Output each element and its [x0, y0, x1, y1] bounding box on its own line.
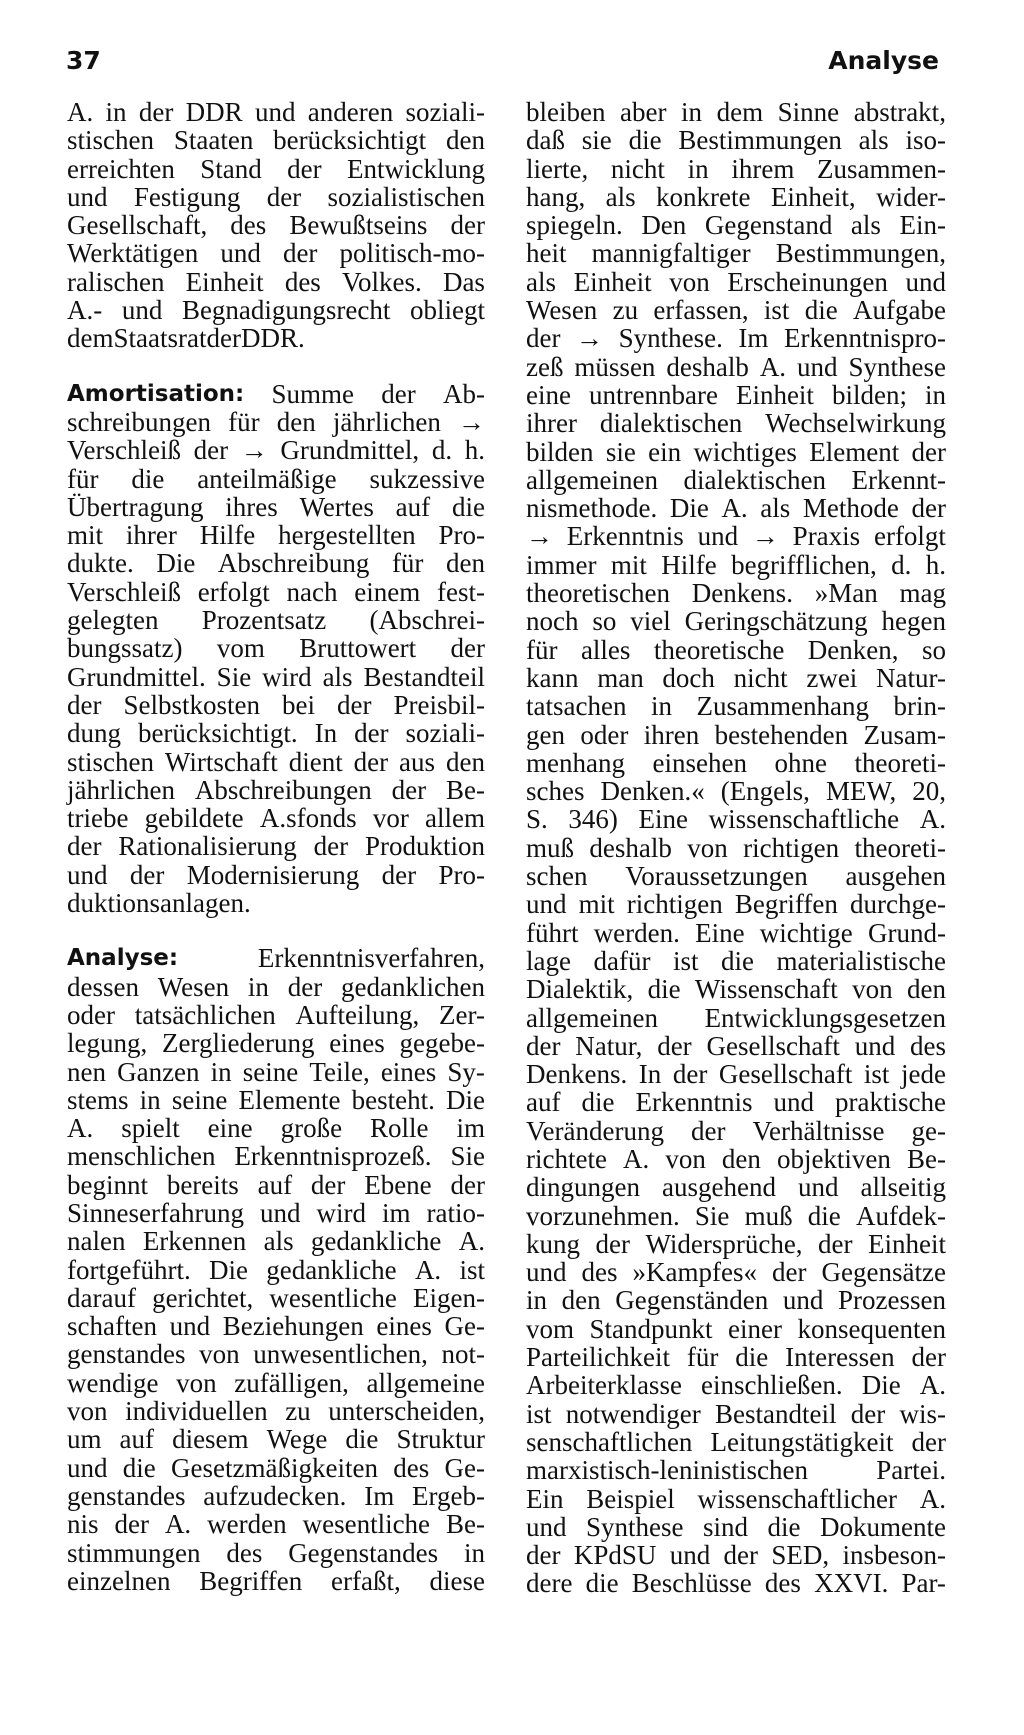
text-line: Übertragung ihres Wertes auf die [67, 491, 485, 522]
text-line: jährlichen Abschreibungen der Be- [67, 774, 485, 805]
text-line: nis der A. werden wesentliche Be- [67, 1509, 485, 1540]
text-line: von individuellen zu unterscheiden, [67, 1396, 485, 1427]
text-line: der Natur, der Gesellschaft und des [526, 1030, 946, 1061]
text-line: tatsachen in Zusammenhang brin- [526, 691, 946, 722]
text-line: dem Staatsrat der DDR. [67, 323, 305, 354]
text-line: einzelnen Begriffen erfaßt, diese [67, 1565, 485, 1596]
text-line: schen Voraussetzungen ausgehen [526, 861, 946, 892]
text-line: führt werden. Eine wichtige Grund- [526, 917, 946, 948]
text-line: fortgeführt. Die gedankliche A. ist [67, 1254, 485, 1285]
text-line: allgemeinen Entwicklungsgesetzen [526, 1002, 946, 1033]
text-line: der → Synthese. Im Erkenntnispro- [526, 323, 946, 354]
text-line: noch so viel Geringschätzung hegen [526, 606, 946, 637]
text-line: A. spielt eine große Rolle im [67, 1113, 485, 1144]
text-line: dingungen ausgehend und allseitig [526, 1172, 946, 1203]
text-line: immer mit Hilfe begrifflichen, d. h. [526, 549, 946, 580]
text-line: gen oder ihren bestehenden Zusam- [526, 719, 946, 750]
text-line: lage dafür ist die materialistische [526, 945, 946, 976]
text-line: Arbeiterklasse einschließen. Die A. [526, 1370, 946, 1401]
text-line: triebe gebildete A.sfonds vor allem [67, 803, 485, 834]
text-line: genstandes aufzudecken. Im Ergeb- [67, 1480, 485, 1511]
text-line: beginnt bereits auf der Ebene der [67, 1169, 485, 1200]
text-line: schaften und Beziehungen eines Ge- [67, 1311, 485, 1342]
text-line: menschlichen Erkenntnisprozeß. Sie [67, 1141, 485, 1172]
text-line: theoretischen Denkens. »Man mag [526, 578, 946, 609]
text-line: und des »Kampfes« der Gegensätze [526, 1257, 946, 1288]
text-line: Dialektik, die Wissenschaft von den [526, 974, 946, 1005]
text-line: dukte. Die Abschreibung für den [67, 548, 485, 579]
text-line: Parteilichkeit für die Interessen der [526, 1342, 946, 1373]
text-line: ist notwendiger Bestandteil der wis- [526, 1398, 946, 1429]
text-line: gelegten Prozentsatz (Abschrei- [67, 605, 485, 636]
text-line: hang, als konkrete Einheit, wider- [526, 181, 946, 212]
paragraph-gap [67, 353, 485, 380]
text-line: darauf gerichtet, wesentliche Eigen- [67, 1282, 485, 1313]
text-line: Verschleiß der → Grundmittel, d. h. [67, 435, 485, 466]
text-line: Werktätigen und der politisch-mo- [67, 238, 485, 269]
text-line: nismethode. Die A. als Methode der [526, 493, 946, 524]
text-line: spiegeln. Den Gegenstand als Ein- [526, 210, 946, 241]
text-line: heit mannigfaltiger Bestimmungen, [526, 238, 946, 269]
page-number: 37 [66, 46, 101, 75]
text-line: bungssatz) vom Bruttowert der [67, 633, 485, 664]
text-line: in den Gegenständen und Prozessen [526, 1285, 946, 1316]
text-line: der Rationalisierung der Produktion [67, 831, 485, 862]
text-line: als Einheit von Erscheinungen und [526, 266, 946, 297]
text-line: Denkens. In der Gesellschaft ist jede [526, 1059, 946, 1090]
right-column [526, 98, 946, 1598]
text-line: allgemeinen dialektischen Erkennt- [526, 464, 946, 495]
text-line: Amortisation: Summe der Ab- [67, 378, 485, 409]
text-line: der KPdSU und der SED, insbeson- [526, 1540, 946, 1571]
text-line: → Erkenntnis und → Praxis erfolgt [526, 521, 946, 552]
text-line: stems in seine Elemente besteht. Die [67, 1084, 485, 1115]
text-line: Wesen zu erfassen, ist die Aufgabe [526, 295, 946, 326]
text-line: nalen Erkennen als gedankliche A. [67, 1226, 485, 1257]
text-line: senschaftlichen Leitungstätigkeit der [526, 1426, 946, 1457]
text-line: schreibungen für den jährlichen → [67, 406, 485, 437]
text-line: erreichten Stand der Entwicklung [67, 153, 485, 184]
text-line: A.- und Begnadigungsrecht obliegt [67, 295, 485, 326]
text-line: ralischen Einheit des Volkes. Das [67, 266, 485, 297]
text-line: der Selbstkosten bei der Preisbil- [67, 689, 485, 720]
text-line: Veränderung der Verhältnisse ge- [526, 1115, 946, 1146]
text-line: Verschleiß erfolgt nach einem fest- [67, 576, 485, 607]
text-line: stischen Wirtschaft dient der aus den [67, 746, 485, 777]
text-line: bleiben aber in dem Sinne abstrakt, [526, 97, 946, 127]
text-line: zeß müssen deshalb A. und Synthese [526, 351, 946, 382]
text-line: für die anteilmäßige sukzessive [67, 463, 485, 494]
text-line: bilden sie ein wichtiges Element der [526, 436, 946, 467]
text-line: vom Standpunkt einer konsequenten [526, 1313, 946, 1344]
text-line: legung, Zergliederung eines gegebe- [67, 1028, 485, 1059]
text-line: eine untrennbare Einheit bilden; in [526, 379, 946, 410]
text-line: und mit richtigen Begriffen durchge- [526, 889, 946, 920]
text-line: dung berücksichtigt. In der soziali- [67, 718, 485, 749]
paragraph-gap [67, 917, 485, 944]
text-line: für alles theoretische Denken, so [526, 634, 946, 665]
text-line: stischen Staaten berücksichtigt den [67, 125, 485, 156]
text-line: nen Ganzen in seine Teile, eines Sy- [67, 1056, 485, 1087]
text-line: Ein Beispiel wissenschaftlicher A. [526, 1483, 946, 1514]
text-line: duktionsanlagen. [67, 888, 251, 919]
left-column [67, 98, 485, 1595]
text-line: genstandes von unwesentlichen, not- [67, 1339, 485, 1370]
text-line: ihrer dialektischen Wechselwirkung [526, 408, 946, 439]
running-head: Analyse [828, 46, 939, 75]
text-line: oder tatsächlichen Aufteilung, Zer- [67, 999, 485, 1030]
text-line: und Synthese sind die Dokumente [526, 1511, 946, 1542]
text-line: Sinneserfahrung und wird im ratio- [67, 1197, 485, 1228]
text-line: und die Gesetzmäßigkeiten des Ge- [67, 1452, 485, 1483]
text-line: dessen Wesen in der gedanklichen [67, 971, 485, 1002]
text-line: sches Denken.« (Engels, MEW, 20, [526, 776, 946, 807]
text-line: kann man doch nicht zwei Natur- [526, 662, 946, 693]
text-line: Analyse: Erkenntnisverfahren, [67, 943, 485, 974]
text-line: stimmungen des Gegenstandes in [67, 1537, 485, 1568]
text-line: und der Modernisierung der Pro- [67, 859, 485, 890]
text-line: lierte, nicht in ihrem Zusammen- [526, 153, 946, 184]
text-line: um auf diesem Wege die Struktur [67, 1424, 485, 1455]
text-line: A. in der DDR und anderen soziali- [67, 97, 485, 127]
text-line: kung der Widersprüche, der Einheit [526, 1228, 946, 1259]
text-line: auf die Erkenntnis und praktische [526, 1087, 946, 1118]
text-line: richtete A. von den objektiven Be- [526, 1143, 946, 1174]
text-line: muß deshalb von richtigen theoreti- [526, 832, 946, 863]
text-line: daß sie die Bestimmungen als iso- [526, 125, 946, 156]
text-line: mit ihrer Hilfe hergestellten Pro- [67, 520, 485, 551]
text-line: menhang einsehen ohne theoreti- [526, 747, 946, 778]
text-line: S. 346) Eine wissenschaftliche A. [526, 804, 946, 835]
text-line: vorzunehmen. Sie muß die Aufdek- [526, 1200, 946, 1231]
text-line: Gesellschaft, des Bewußtseins der [67, 210, 485, 241]
text-line: marxistisch-leninistischen Partei. [526, 1455, 946, 1486]
text-line: Grundmittel. Sie wird als Bestandteil [67, 661, 485, 692]
text-line: wendige von zufälligen, allgemeine [67, 1367, 485, 1398]
text-line: und Festigung der sozialistischen [67, 181, 485, 212]
text-line: dere die Beschlüsse des XXVI. Par- [526, 1568, 946, 1599]
